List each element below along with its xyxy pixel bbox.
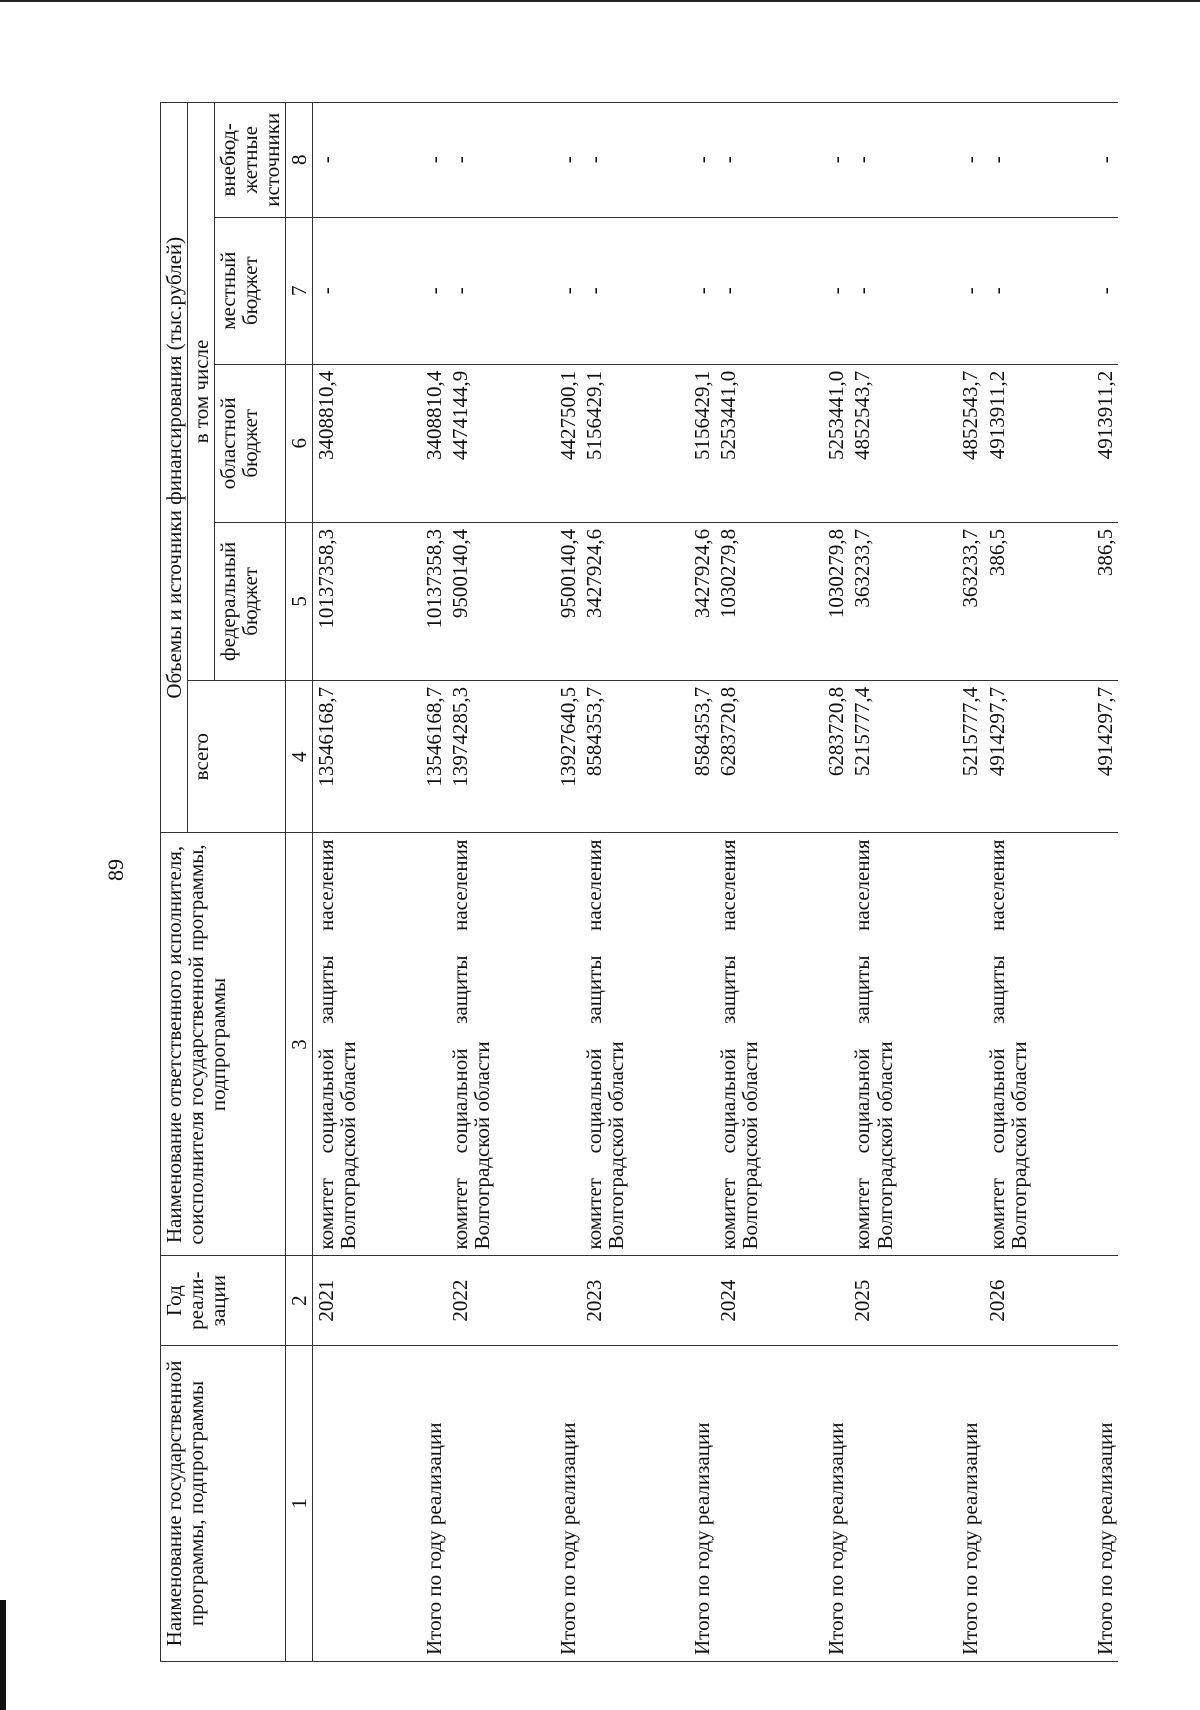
total-cell: 13927640,5 (555, 680, 581, 833)
executor-cell: комитет социальной защиты населения Волгоградской области (849, 833, 957, 1256)
extrabudget-cell: - (555, 103, 581, 218)
rotated-table-container (160, 102, 1160, 1662)
table-row (849, 103, 957, 1662)
column-number: 6 (286, 364, 313, 522)
program-cell (984, 1345, 1092, 1661)
local-cell: - (581, 217, 689, 364)
local-cell: - (689, 217, 715, 364)
extrabudget-cell: - (984, 103, 1092, 218)
federal-cell: 9500140,4 (555, 522, 581, 680)
program-cell (715, 1345, 823, 1661)
extrabudget-cell: - (715, 103, 823, 218)
total-label: Итого по году реализации (1092, 1345, 1118, 1661)
total-label: Итого по году реализации (421, 1345, 447, 1661)
column-number: 8 (286, 103, 313, 218)
federal-cell: 1030279,8 (715, 522, 823, 680)
total-cell: 8584353,7 (581, 680, 689, 833)
local-cell: - (715, 217, 823, 364)
total-cell: 5215777,4 (957, 680, 983, 833)
local-cell: - (849, 217, 957, 364)
financing-table (160, 102, 1118, 1662)
extrabudget-cell: - (849, 103, 957, 218)
year-cell (823, 1256, 849, 1345)
column-number: 5 (286, 522, 313, 680)
regional-cell: 5156429,1 (689, 364, 715, 522)
executor-cell: комитет социальной защиты населения Волгоградской области (715, 833, 823, 1256)
total-row (823, 103, 849, 1662)
total-label: Итого по году реализации (689, 1345, 715, 1661)
scan-edge-left (0, 1600, 6, 1710)
table-row (581, 103, 689, 1662)
local-cell: - (447, 217, 555, 364)
federal-cell: 386,5 (1092, 522, 1118, 680)
total-row (555, 103, 581, 1662)
regional-cell: 3408810,4 (421, 364, 447, 522)
program-cell (581, 1345, 689, 1661)
extrabudget-cell: - (581, 103, 689, 218)
header-year: Год реали-зации (161, 1256, 286, 1345)
executor-cell: комитет социальной защиты населения Волгоградской области (581, 833, 689, 1256)
total-row (689, 103, 715, 1662)
table-row (984, 103, 1092, 1662)
header-local: местный бюджет (215, 217, 286, 364)
regional-cell: 5156429,1 (581, 364, 689, 522)
executor-cell (823, 833, 849, 1256)
local-cell: - (1092, 217, 1118, 364)
regional-cell: 4852543,7 (849, 364, 957, 522)
column-number: 3 (286, 833, 313, 1256)
header-program-name: Наименование государственной программы, подпрограммы (161, 1345, 286, 1661)
regional-cell: 3408810,4 (313, 364, 422, 522)
table-row (313, 103, 422, 1662)
federal-cell: 10137358,3 (421, 522, 447, 680)
year-cell: 2026 (984, 1256, 1092, 1345)
federal-cell: 363233,7 (957, 522, 983, 680)
program-cell (447, 1345, 555, 1661)
federal-cell: 3427924,6 (581, 522, 689, 680)
total-label: Итого по году реализации (823, 1345, 849, 1661)
column-number: 7 (286, 217, 313, 364)
extrabudget-cell: - (313, 103, 422, 218)
page-number: 89 (103, 859, 128, 881)
table-row (715, 103, 823, 1662)
header-regional: областной бюджет (215, 364, 286, 522)
total-label: Итого по году реализации (555, 1345, 581, 1661)
regional-cell: 4427500,1 (555, 364, 581, 522)
total-cell: 8584353,7 (689, 680, 715, 833)
regional-cell: 5253441,0 (823, 364, 849, 522)
total-cell: 13546168,7 (313, 680, 422, 833)
year-cell: 2022 (447, 1256, 555, 1345)
executor-cell (957, 833, 983, 1256)
local-cell: - (421, 217, 447, 364)
total-label: Итого по году реализации (957, 1345, 983, 1661)
header-executor: Наименование ответственного исполнителя, соисполнителя государственной программы, подпрограммы (161, 833, 286, 1256)
federal-cell: 386,5 (984, 522, 1092, 680)
column-number: 4 (286, 680, 313, 833)
table-row (447, 103, 555, 1662)
header-federal: федеральный бюджет (215, 522, 286, 680)
executor-cell: комитет социальной защиты населения Волгоградской области (313, 833, 422, 1256)
program-cell (849, 1345, 957, 1661)
header-extrabudget: внебюд-жетные источники (215, 103, 286, 218)
executor-cell (421, 833, 447, 1256)
year-cell (421, 1256, 447, 1345)
scan-edge-top (0, 0, 1200, 2)
total-row (421, 103, 447, 1662)
local-cell: - (555, 217, 581, 364)
federal-cell: 9500140,4 (447, 522, 555, 680)
executor-cell: комитет социальной защиты населения Волгоградской области (447, 833, 555, 1256)
year-cell (689, 1256, 715, 1345)
local-cell: - (313, 217, 422, 364)
total-row (957, 103, 983, 1662)
regional-cell: 4913911,2 (1092, 364, 1118, 522)
federal-cell: 1030279,8 (823, 522, 849, 680)
extrabudget-cell: - (689, 103, 715, 218)
total-cell: 13974285,3 (447, 680, 555, 833)
year-cell (555, 1256, 581, 1345)
federal-cell: 10137358,3 (313, 522, 422, 680)
total-cell: 5215777,4 (849, 680, 957, 833)
federal-cell: 3427924,6 (689, 522, 715, 680)
header-including: в том числе (188, 103, 215, 681)
total-cell: 4914297,7 (1092, 680, 1118, 833)
extrabudget-cell: - (421, 103, 447, 218)
year-cell: 2023 (581, 1256, 689, 1345)
extrabudget-cell: - (1092, 103, 1118, 218)
regional-cell: 4852543,7 (957, 364, 983, 522)
year-cell: 2024 (715, 1256, 823, 1345)
year-cell (957, 1256, 983, 1345)
total-cell: 6283720,8 (823, 680, 849, 833)
extrabudget-cell: - (823, 103, 849, 218)
local-cell: - (823, 217, 849, 364)
column-number: 2 (286, 1256, 313, 1345)
total-row (1092, 103, 1118, 1662)
column-number: 1 (286, 1345, 313, 1661)
federal-cell: 363233,7 (849, 522, 957, 680)
year-cell (1092, 1256, 1118, 1345)
extrabudget-cell: - (957, 103, 983, 218)
total-cell: 6283720,8 (715, 680, 823, 833)
local-cell: - (984, 217, 1092, 364)
total-cell: 13546168,7 (421, 680, 447, 833)
extrabudget-cell: - (447, 103, 555, 218)
year-cell: 2025 (849, 1256, 957, 1345)
regional-cell: 4913911,2 (984, 364, 1092, 522)
header-total: всего (188, 680, 286, 833)
executor-cell (555, 833, 581, 1256)
year-cell: 2021 (313, 1256, 422, 1345)
executor-cell (689, 833, 715, 1256)
executor-cell: комитет социальной защиты населения Волгоградской области (984, 833, 1092, 1256)
program-cell (313, 1345, 422, 1661)
regional-cell: 4474144,9 (447, 364, 555, 522)
regional-cell: 5253441,0 (715, 364, 823, 522)
total-cell: 4914297,7 (984, 680, 1092, 833)
header-financing-group: Объемы и источники финансирования (тыс.рублей) (161, 103, 188, 834)
local-cell: - (957, 217, 983, 364)
executor-cell (1092, 833, 1118, 1256)
